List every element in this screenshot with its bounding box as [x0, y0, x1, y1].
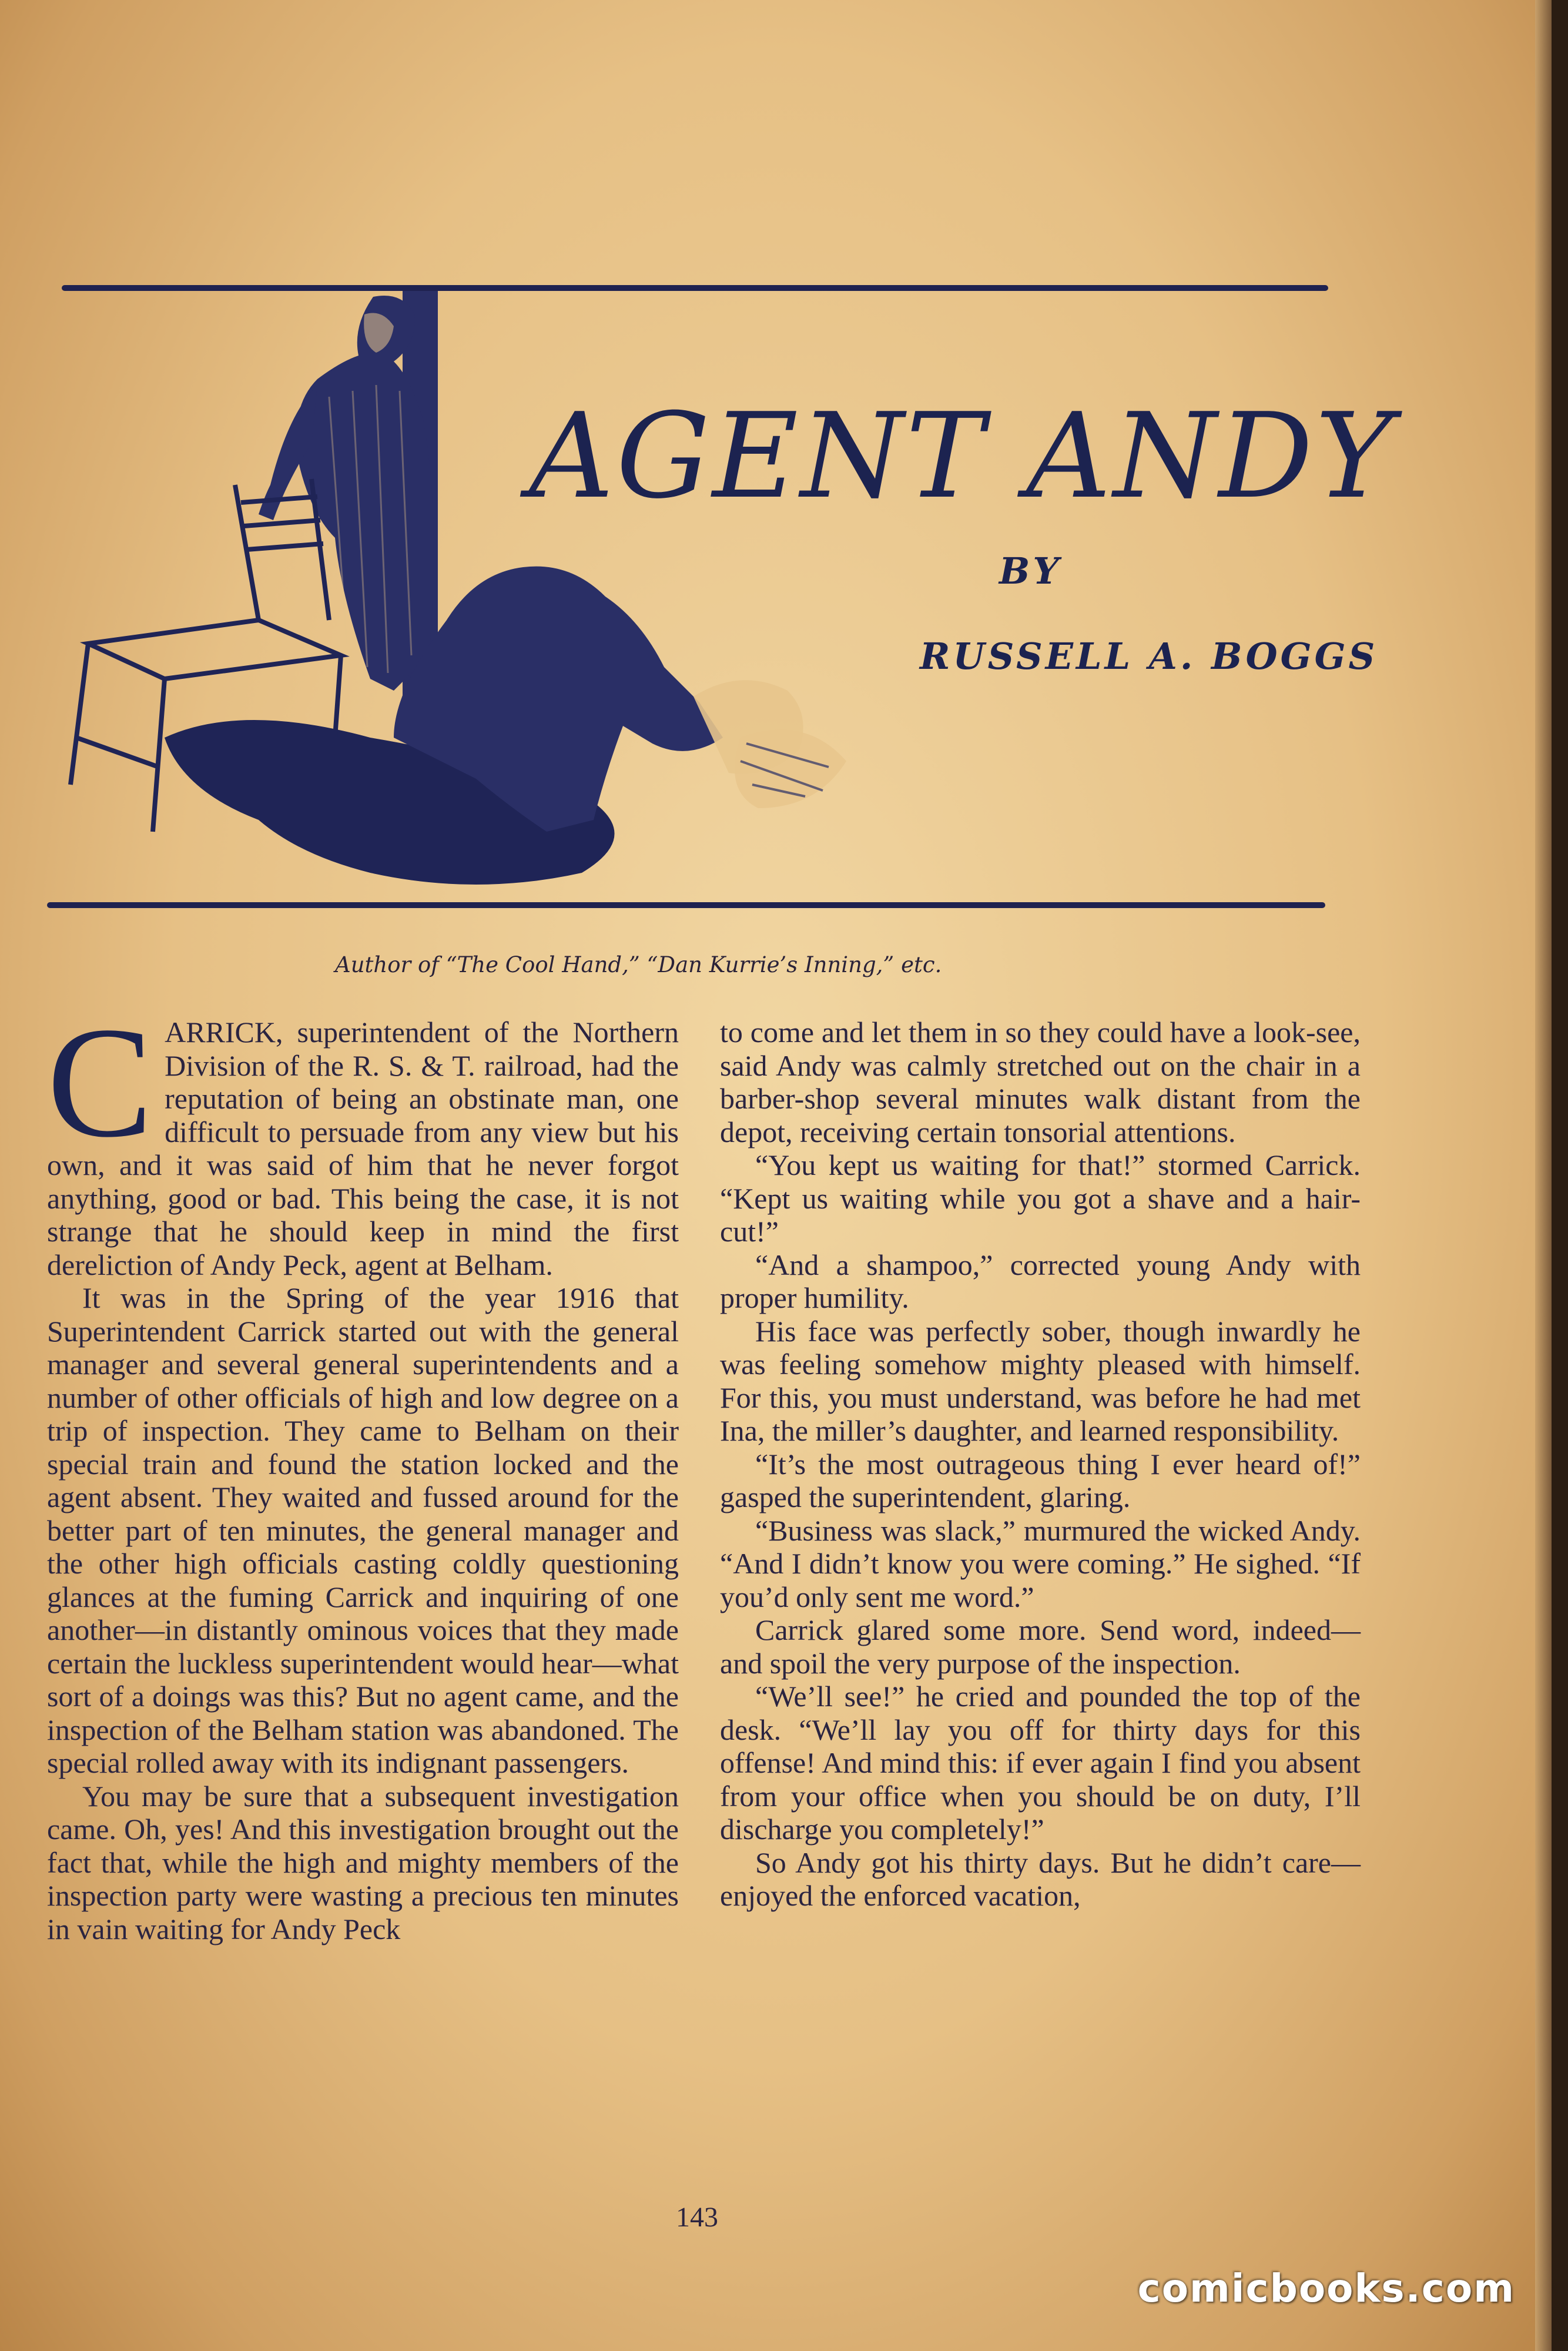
page-edge [1535, 0, 1552, 2351]
paragraph-text: ARRICK, superintendent of the Northern Division of the R. S. & T. railroad, had the reputation of being an obstinate man, one difficult to persuade from any view but his own, and it was said of him that he never forgot anything, good or bad. This being the case, it is not strange that he should keep in mind the first dereliction of Andy Peck, agent at Belham. [47, 1016, 679, 1281]
left-column [47, 994, 679, 1945]
paragraph: “Business was slack,” murmured the wicked Andy. “And I didn’t know you were coming.” He sighed. “If you’d only sent me word.” [720, 1513, 1361, 1613]
paragraph: You may be sure that a subsequent investigation came. Oh, yes! And this investigation brought out the fact that, while the high and mighty members of the inspection party were wasting a precious ten minutes in vain waiting for Andy Peck [47, 1779, 679, 1945]
site-watermark: comicbooks.com [1137, 2266, 1515, 2311]
paragraph: “We’ll see!” he cried and pounded the top of the desk. “We’ll lay you off for thirty days for this offense! And mind this: if ever again I find you absent from your office when you should be on duty, I’ll discharge you completely!” [720, 1680, 1361, 1846]
paragraph [47, 994, 679, 1281]
author-credits: Author of “The Cool Hand,” “Dan Kurrie’s Inning,” etc. [335, 952, 942, 977]
page-number: 143 [676, 2202, 718, 2233]
top-rule [62, 285, 1328, 291]
paragraph: “It’s the most outrageous thing I ever heard of!” gasped the superintendent, glaring. [720, 1447, 1361, 1513]
paragraph: So Andy got his thirty days. But he didn’t care—enjoyed the enforced vacation, [720, 1846, 1361, 1912]
paragraph: His face was perfectly sober, though inwardly he was feeling somehow mighty pleased with himself. For this, you must understand, was before he had met Ina, the miller’s daughter, and learned responsibility. [720, 1314, 1361, 1447]
paragraph: “And a shampoo,” corrected young Andy with proper humility. [720, 1248, 1361, 1314]
drop-cap: C [47, 994, 153, 1170]
paragraph: “You kept us waiting for that!” stormed Carrick. “Kept us waiting while you got a shave and a hair-cut!” [720, 1148, 1361, 1248]
two-men-and-chair-illustration-icon [65, 291, 852, 902]
paragraph: to come and let them in so they could have a look-see, said Andy was calmly stretched out on the chair in a barber-shop several minutes walk distant from the depot, receiving certain tonsorial attentions. [720, 1016, 1361, 1148]
paragraph: It was in the Spring of the year 1916 that Superintendent Carrick started out with the general manager and several general superintendents and a number of other officials of high and low degree on a trip of inspection. They came to Belham on their special train and found the station locked and the agent absent. They waited and fussed around for the better part of ten minutes, the general manager and the other high officials casting coldly questioning glances at the fuming Carrick and inquiring of one another—in distantly ominous voices that they made certain the luckless superintendent would hear—what sort of a doings was this? But no agent came, and the inspection of the Belham station was abandoned. The special rolled away with its indignant passengers. [47, 1281, 679, 1779]
paragraph: Carrick glared some more. Send word, indeed—and spoil the very purpose of the inspection. [720, 1613, 1361, 1680]
byline-by: BY [999, 550, 1063, 592]
bottom-rule [47, 902, 1325, 908]
author-name: RUSSELL A. BOGGS [920, 635, 1378, 678]
story-title: AGENT ANDY [529, 388, 1395, 525]
right-column [720, 1016, 1361, 1913]
